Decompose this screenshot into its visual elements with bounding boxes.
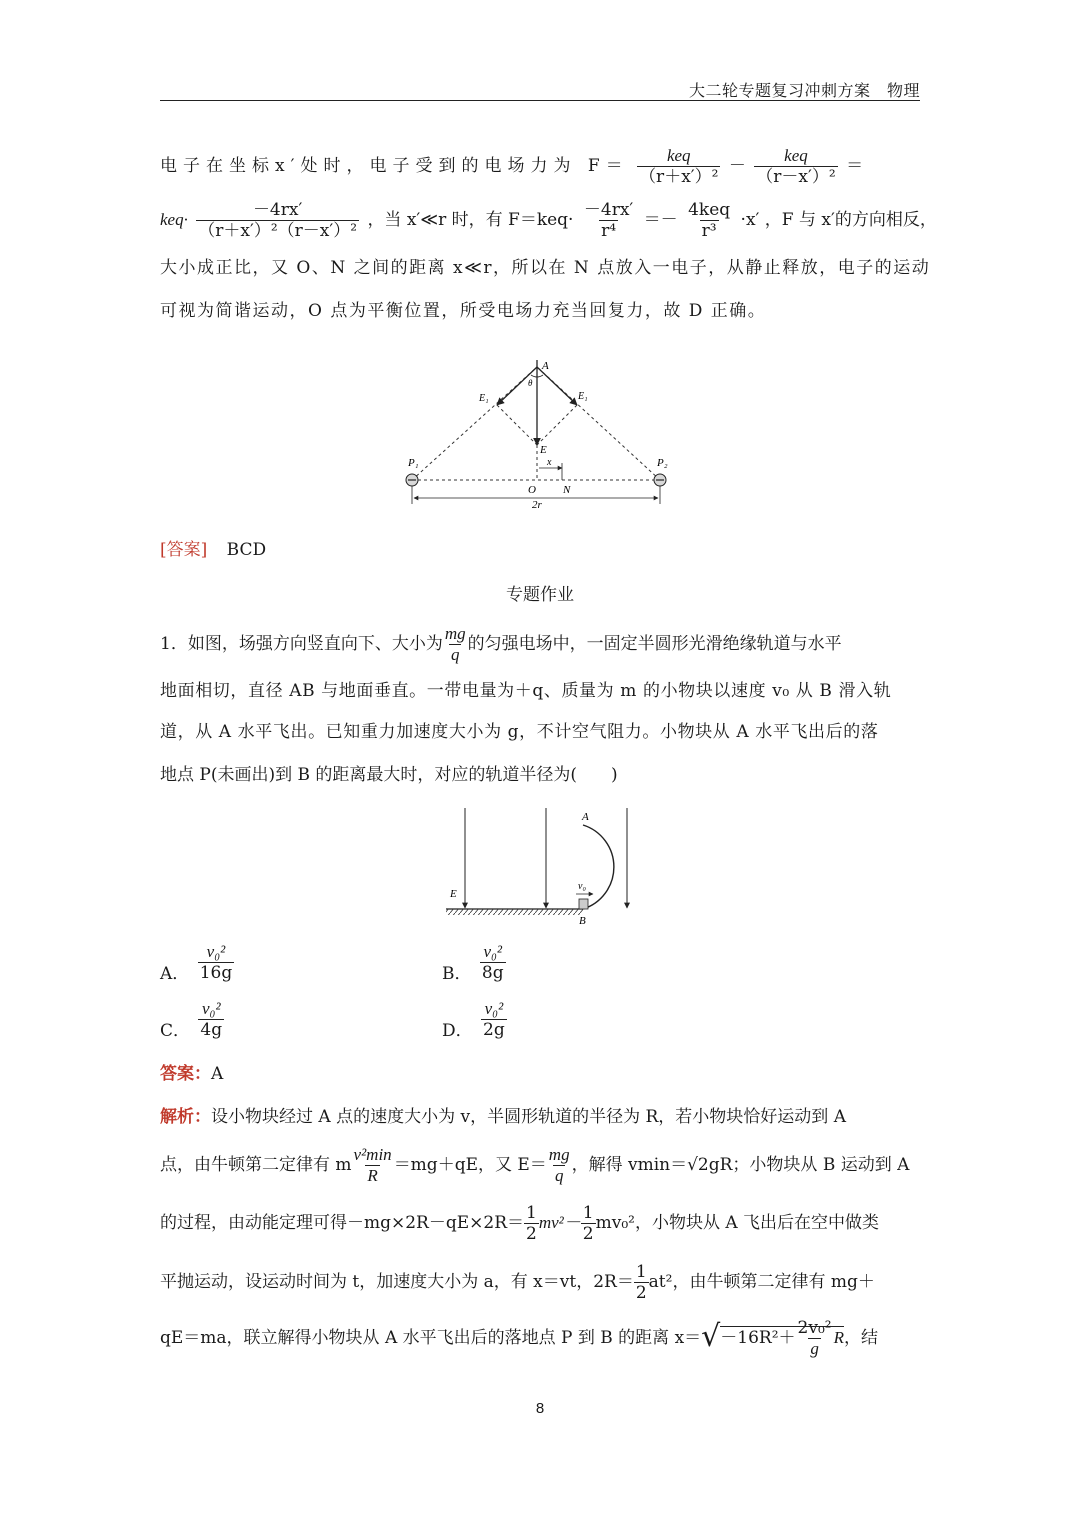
label-2r: 2r	[532, 499, 542, 511]
fraction-numerator: v₀²	[484, 999, 504, 1018]
label-o: O	[528, 484, 536, 496]
answer-label: [答案]	[160, 540, 208, 560]
fraction-numerator: mg	[444, 624, 466, 643]
fraction	[547, 1145, 572, 1186]
answer-value: BCD	[226, 540, 267, 560]
arrow-e1-right	[537, 367, 577, 405]
fraction	[443, 624, 468, 665]
text: ＝mg＋qE，又 E＝	[393, 1155, 547, 1175]
fraction-numerator: v₀²	[483, 942, 503, 961]
fraction-numerator: keq	[666, 146, 691, 165]
fraction-denominator: 2g	[483, 1020, 505, 1040]
fraction-denominator: 4g	[200, 1020, 223, 1040]
fraction-numerator: 1	[582, 1203, 594, 1223]
label-e: E	[450, 888, 457, 900]
label-b: B	[579, 915, 586, 927]
text: －	[728, 156, 746, 176]
question-line-1	[160, 624, 842, 665]
figure-dipole-field	[395, 355, 685, 515]
fraction	[686, 200, 732, 241]
fraction	[481, 999, 507, 1040]
text: R	[833, 1328, 844, 1347]
answer-label: 答案：	[160, 1064, 211, 1084]
answer-prev	[160, 538, 266, 562]
text: 1．如图，场强方向竖直向下、大小为	[160, 634, 443, 654]
fraction-denominator: 2	[635, 1283, 647, 1303]
text: 平抛运动，设运动时间为 t，加速度大小为 a，有 x＝vt，2R＝	[160, 1272, 634, 1292]
text: ·x′ ，F 与 x′的方向相反，	[740, 210, 937, 230]
dashed-line	[497, 405, 537, 445]
page-header	[160, 76, 920, 101]
label-a: A	[542, 360, 549, 372]
fraction-numerator: －4rx′	[252, 200, 303, 220]
text: 点，由牛顿第二定律有 m	[160, 1155, 352, 1175]
figure-semicircle-track	[440, 805, 650, 930]
fraction-numerator: －4rx′	[583, 200, 634, 220]
text: ＝－	[643, 210, 678, 230]
section-title: 专题作业	[506, 585, 574, 605]
analysis-line-2	[160, 1145, 909, 1186]
option-letter: A．	[160, 964, 190, 984]
fraction-denominator: q	[554, 1166, 564, 1185]
fraction-numerator: v₀²	[206, 942, 226, 961]
text: －16R²＋	[720, 1328, 796, 1348]
semicircle-track	[583, 825, 614, 909]
analysis-line-3	[160, 1203, 879, 1244]
answer-1	[160, 1062, 223, 1086]
fraction	[581, 1203, 596, 1244]
text: mv₀²，小物块从 A 飞出后在空中做类	[595, 1213, 880, 1233]
label-e1-left: E₁	[479, 393, 489, 404]
label-theta: θ	[528, 378, 533, 388]
fraction-denominator: （r＋x′）²（r－x′）²	[198, 221, 358, 241]
option-a[interactable]	[160, 942, 237, 983]
answer-value: A	[211, 1064, 224, 1084]
analysis-line-4	[160, 1262, 875, 1303]
text: qE＝ma，联立解得小物块从 A 水平飞出后的落地点 P 到 B 的距离 x＝	[160, 1328, 702, 1348]
fraction-denominator: 16g	[199, 963, 233, 983]
label-x: x	[547, 457, 552, 468]
fraction-denominator: r⁴	[601, 221, 617, 241]
fraction-denominator: 2	[582, 1224, 594, 1244]
label-p1: P₁	[408, 457, 419, 469]
text: 设小物块经过 A 点的速度大小为 v，半圆形轨道的半径为 R，若小物块恰好运动到 A	[211, 1107, 846, 1127]
question-line-4: 地点 P(未画出)到 B 的距离最大时，对应的轨道半径为( )	[160, 765, 618, 785]
fraction	[480, 942, 506, 983]
ground-hatch	[446, 909, 583, 915]
text: ＝	[846, 156, 864, 176]
fraction-numerator: 4keq	[688, 200, 731, 220]
fraction	[198, 999, 224, 1040]
header-title: 大二轮专题复习冲刺方案 物理	[688, 81, 920, 100]
text: ，当 x′≪r 时，有 F＝keq·	[367, 210, 574, 230]
label-v0: v₀	[578, 881, 586, 892]
fraction-numerator: mg	[548, 1145, 570, 1164]
fraction	[637, 146, 720, 187]
fraction	[634, 1262, 649, 1303]
analysis-prev-line-2	[160, 200, 937, 241]
analysis-label: 解析：	[160, 1107, 211, 1127]
analysis-prev-line-1	[160, 146, 863, 187]
option-letter: B．	[442, 964, 472, 984]
analysis-prev-line-4: 可视为简谐运动，O 点为平衡位置，所受电场力充当回复力，故 D 正确。	[160, 301, 767, 321]
option-d[interactable]	[442, 999, 510, 1040]
analysis-prev-line-3: 大小成正比，又 O、N 之间的距离 x≪r，所以在 N 点放入一电子，从静止释放，电子的运动	[160, 258, 931, 278]
fraction-numerator: v₀²	[201, 999, 221, 1018]
fraction-denominator: R	[367, 1166, 378, 1185]
fraction	[198, 942, 235, 983]
text: ，结	[844, 1328, 878, 1348]
fraction-denominator: r³	[701, 221, 717, 241]
sqrt-sign: √	[701, 1319, 721, 1354]
dashed-line	[537, 405, 577, 445]
fraction	[754, 146, 837, 187]
fraction-numerator: 1	[635, 1262, 647, 1282]
fraction-denominator: 8g	[481, 963, 504, 983]
label-n: N	[563, 484, 571, 496]
analysis-line-1	[160, 1105, 846, 1129]
fraction-numerator: 2v₀²	[797, 1318, 832, 1338]
fraction	[796, 1318, 834, 1359]
fraction-denominator: g	[810, 1339, 819, 1358]
text: at²，由牛顿第二定律有 mg＋	[648, 1272, 875, 1292]
option-letter: C．	[160, 1021, 191, 1041]
fraction-numerator: v²min	[353, 1145, 392, 1164]
fraction	[582, 200, 635, 241]
analysis-line-5	[160, 1318, 878, 1359]
text: 的匀强电场中，一固定半圆形光滑绝缘轨道与水平	[467, 634, 842, 654]
fraction-denominator: （r＋x′）²	[639, 167, 719, 187]
fraction	[352, 1145, 394, 1186]
option-letter: D．	[442, 1021, 473, 1041]
label-e: E	[540, 444, 547, 456]
fraction-numerator: 1	[526, 1203, 537, 1223]
label-p2: P₂	[657, 457, 668, 469]
fraction-denominator: 2	[526, 1224, 537, 1244]
question-line-2: 地面相切，直径 AB 与地面垂直。一带电量为＋q、质量为 m 的小物块以速度 v₀ 从 B 滑入轨	[160, 681, 892, 701]
block	[579, 899, 588, 909]
question-line-3: 道，从 A 水平飞出。已知重力加速度大小为 g，不计空气阻力。小物块从 A 水平飞出后的落	[160, 722, 879, 742]
fraction-denominator: q	[450, 645, 460, 664]
fraction-denominator: （r－x′）²	[756, 167, 836, 187]
text: mv²－	[538, 1213, 581, 1232]
text: 电子在坐标x′处时，电子受到的电场力为 F＝	[160, 156, 629, 176]
option-b[interactable]	[442, 942, 509, 983]
text: 的过程，由动能定理可得－mg×2R－qE×2R＝	[160, 1213, 525, 1233]
fraction	[196, 200, 359, 241]
page-number: 8	[535, 1400, 545, 1417]
option-c[interactable]	[160, 999, 227, 1040]
label-e1-right: E₁	[578, 391, 588, 402]
text: ，解得 vmin＝√2gR；小物块从 B 运动到 A	[571, 1155, 910, 1175]
label-a: A	[582, 811, 589, 823]
sqrt-body	[720, 1318, 844, 1358]
text: keq·	[160, 210, 188, 229]
fraction-numerator: keq	[784, 146, 808, 165]
fraction	[524, 1203, 539, 1244]
